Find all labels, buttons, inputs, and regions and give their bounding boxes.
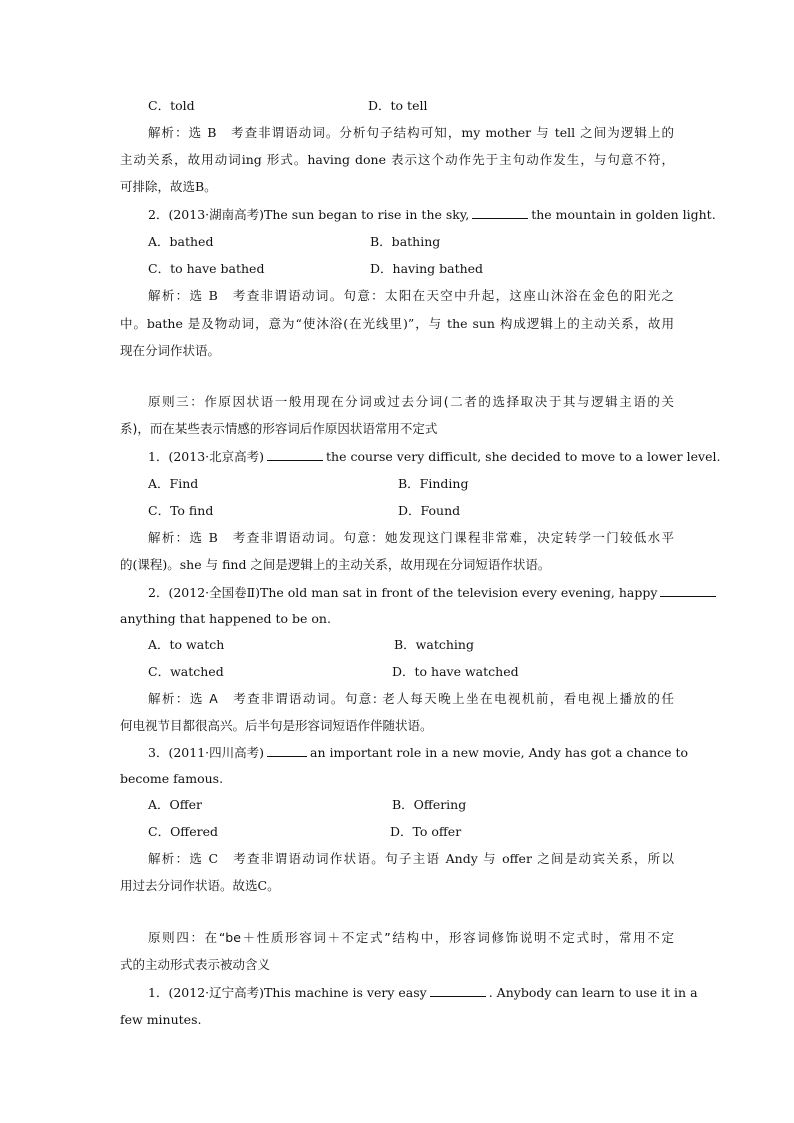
answer-blank: [472, 207, 528, 219]
option-a: A．Offer: [148, 797, 203, 812]
analysis-line: 何电视节目都很高兴。后半句是形容词短语作伴随状语。: [120, 718, 433, 733]
question-stem-text: an important role in a new movie, Andy has got a chance to: [310, 745, 689, 760]
question-stem: [148, 585, 719, 601]
analysis-line: 解析：选 B 考查非谓语动词。句意：太阳在天空中升起，这座山沐浴在金色的阳光之: [148, 288, 674, 303]
option-a: A．to watch: [148, 637, 225, 652]
answer-blank: [267, 449, 323, 461]
answer-blank: [660, 585, 716, 597]
option-c: C．To find: [148, 503, 214, 518]
option-d: D．to have watched: [392, 664, 519, 679]
analysis-line: 解析：选 C 考查非谓语动词作状语。句子主语 Andy 与 offer 之间是动宾关系，所以: [148, 851, 674, 866]
question-stem-text: 1．(2013·北京高考): [148, 449, 264, 464]
rule-heading: 原则四：在“be＋性质形容词＋不定式”结构中，形容词修饰说明不定式时，常用不定: [148, 930, 674, 945]
analysis-line: 的(课程)。she 与 find 之间是逻辑上的主动关系，故用现在分词短语作状语。: [120, 557, 551, 572]
question-stem: [148, 745, 688, 761]
rule-heading: 系)，而在某些表示情感的形容词后作原因状语常用不定式: [120, 421, 438, 436]
option-d: D．Found: [398, 503, 461, 518]
question-stem-text: 2．(2012·全国卷Ⅱ)The old man sat in front of the television every evening, happy: [148, 585, 658, 600]
question-stem-text: the course very difficult, she decided to move to a lower level.: [326, 449, 721, 464]
analysis-line: 中。bathe 是及物动词，意为“使沐浴(在光线里)”，与 the sun 构成逻辑上的主动关系，故用: [120, 316, 674, 331]
option-c: C．told: [148, 98, 195, 113]
rule-heading: 式的主动形式表示被动含义: [120, 957, 271, 972]
option-b: B．Finding: [398, 476, 469, 491]
option-c: C．Offered: [148, 824, 218, 839]
option-d: D．to tell: [368, 98, 428, 113]
analysis-line: 解析：选 A 考查非谓语动词。句意: 老人每天晚上坐在电视机前，看电视上播放的任: [148, 691, 674, 706]
option-c: C．watched: [148, 664, 224, 679]
option-a: A．bathed: [148, 234, 214, 249]
option-d: D．having bathed: [370, 261, 484, 276]
question-stem: [148, 207, 716, 223]
option-d: D．To offer: [390, 824, 462, 839]
option-c: C．to have bathed: [148, 261, 265, 276]
question-stem-text: . Anybody can learn to use it in a: [488, 985, 698, 1000]
option-a: A．Find: [148, 476, 199, 491]
question-stem: [148, 985, 698, 1001]
answer-blank: [267, 745, 307, 757]
answer-blank: [430, 985, 486, 997]
question-stem-text: 2．(2013·湖南高考)The sun began to rise in the sky,: [148, 207, 470, 222]
question-stem-text: the mountain in golden light.: [531, 207, 716, 222]
analysis-line: 解析：选 B 考查非谓语动词。分析句子结构可知，my mother 与 tell 之间为逻辑上的: [148, 125, 674, 140]
option-b: B．Offering: [392, 797, 467, 812]
question-stem-line2: anything that happened to be on.: [120, 611, 331, 626]
question-stem: [148, 449, 720, 465]
rule-heading: 原则三：作原因状语一般用现在分词或过去分词(二者的选择取决于其与逻辑主语的关: [148, 394, 674, 409]
question-stem-text: 3．(2011·四川高考): [148, 745, 264, 760]
option-b: B．watching: [394, 637, 474, 652]
question-stem-line2: few minutes.: [120, 1012, 202, 1027]
analysis-line: 可排除，故选B。: [120, 179, 217, 194]
analysis-line: 用过去分词作状语。故选C。: [120, 878, 280, 893]
option-b: B．bathing: [370, 234, 441, 249]
analysis-line: 解析：选 B 考查非谓语动词。句意：她发现这门课程非常难，决定转学一门较低水平: [148, 530, 674, 545]
question-stem-text: 1．(2012·辽宁高考)This machine is very easy: [148, 985, 427, 1000]
analysis-line: 主动关系，故用动词ing 形式。having done 表示这个动作先于主句动作发生，与句意不符，: [120, 152, 674, 167]
question-stem-line2: become famous.: [120, 771, 224, 786]
analysis-line: 现在分词作状语。: [120, 343, 221, 358]
